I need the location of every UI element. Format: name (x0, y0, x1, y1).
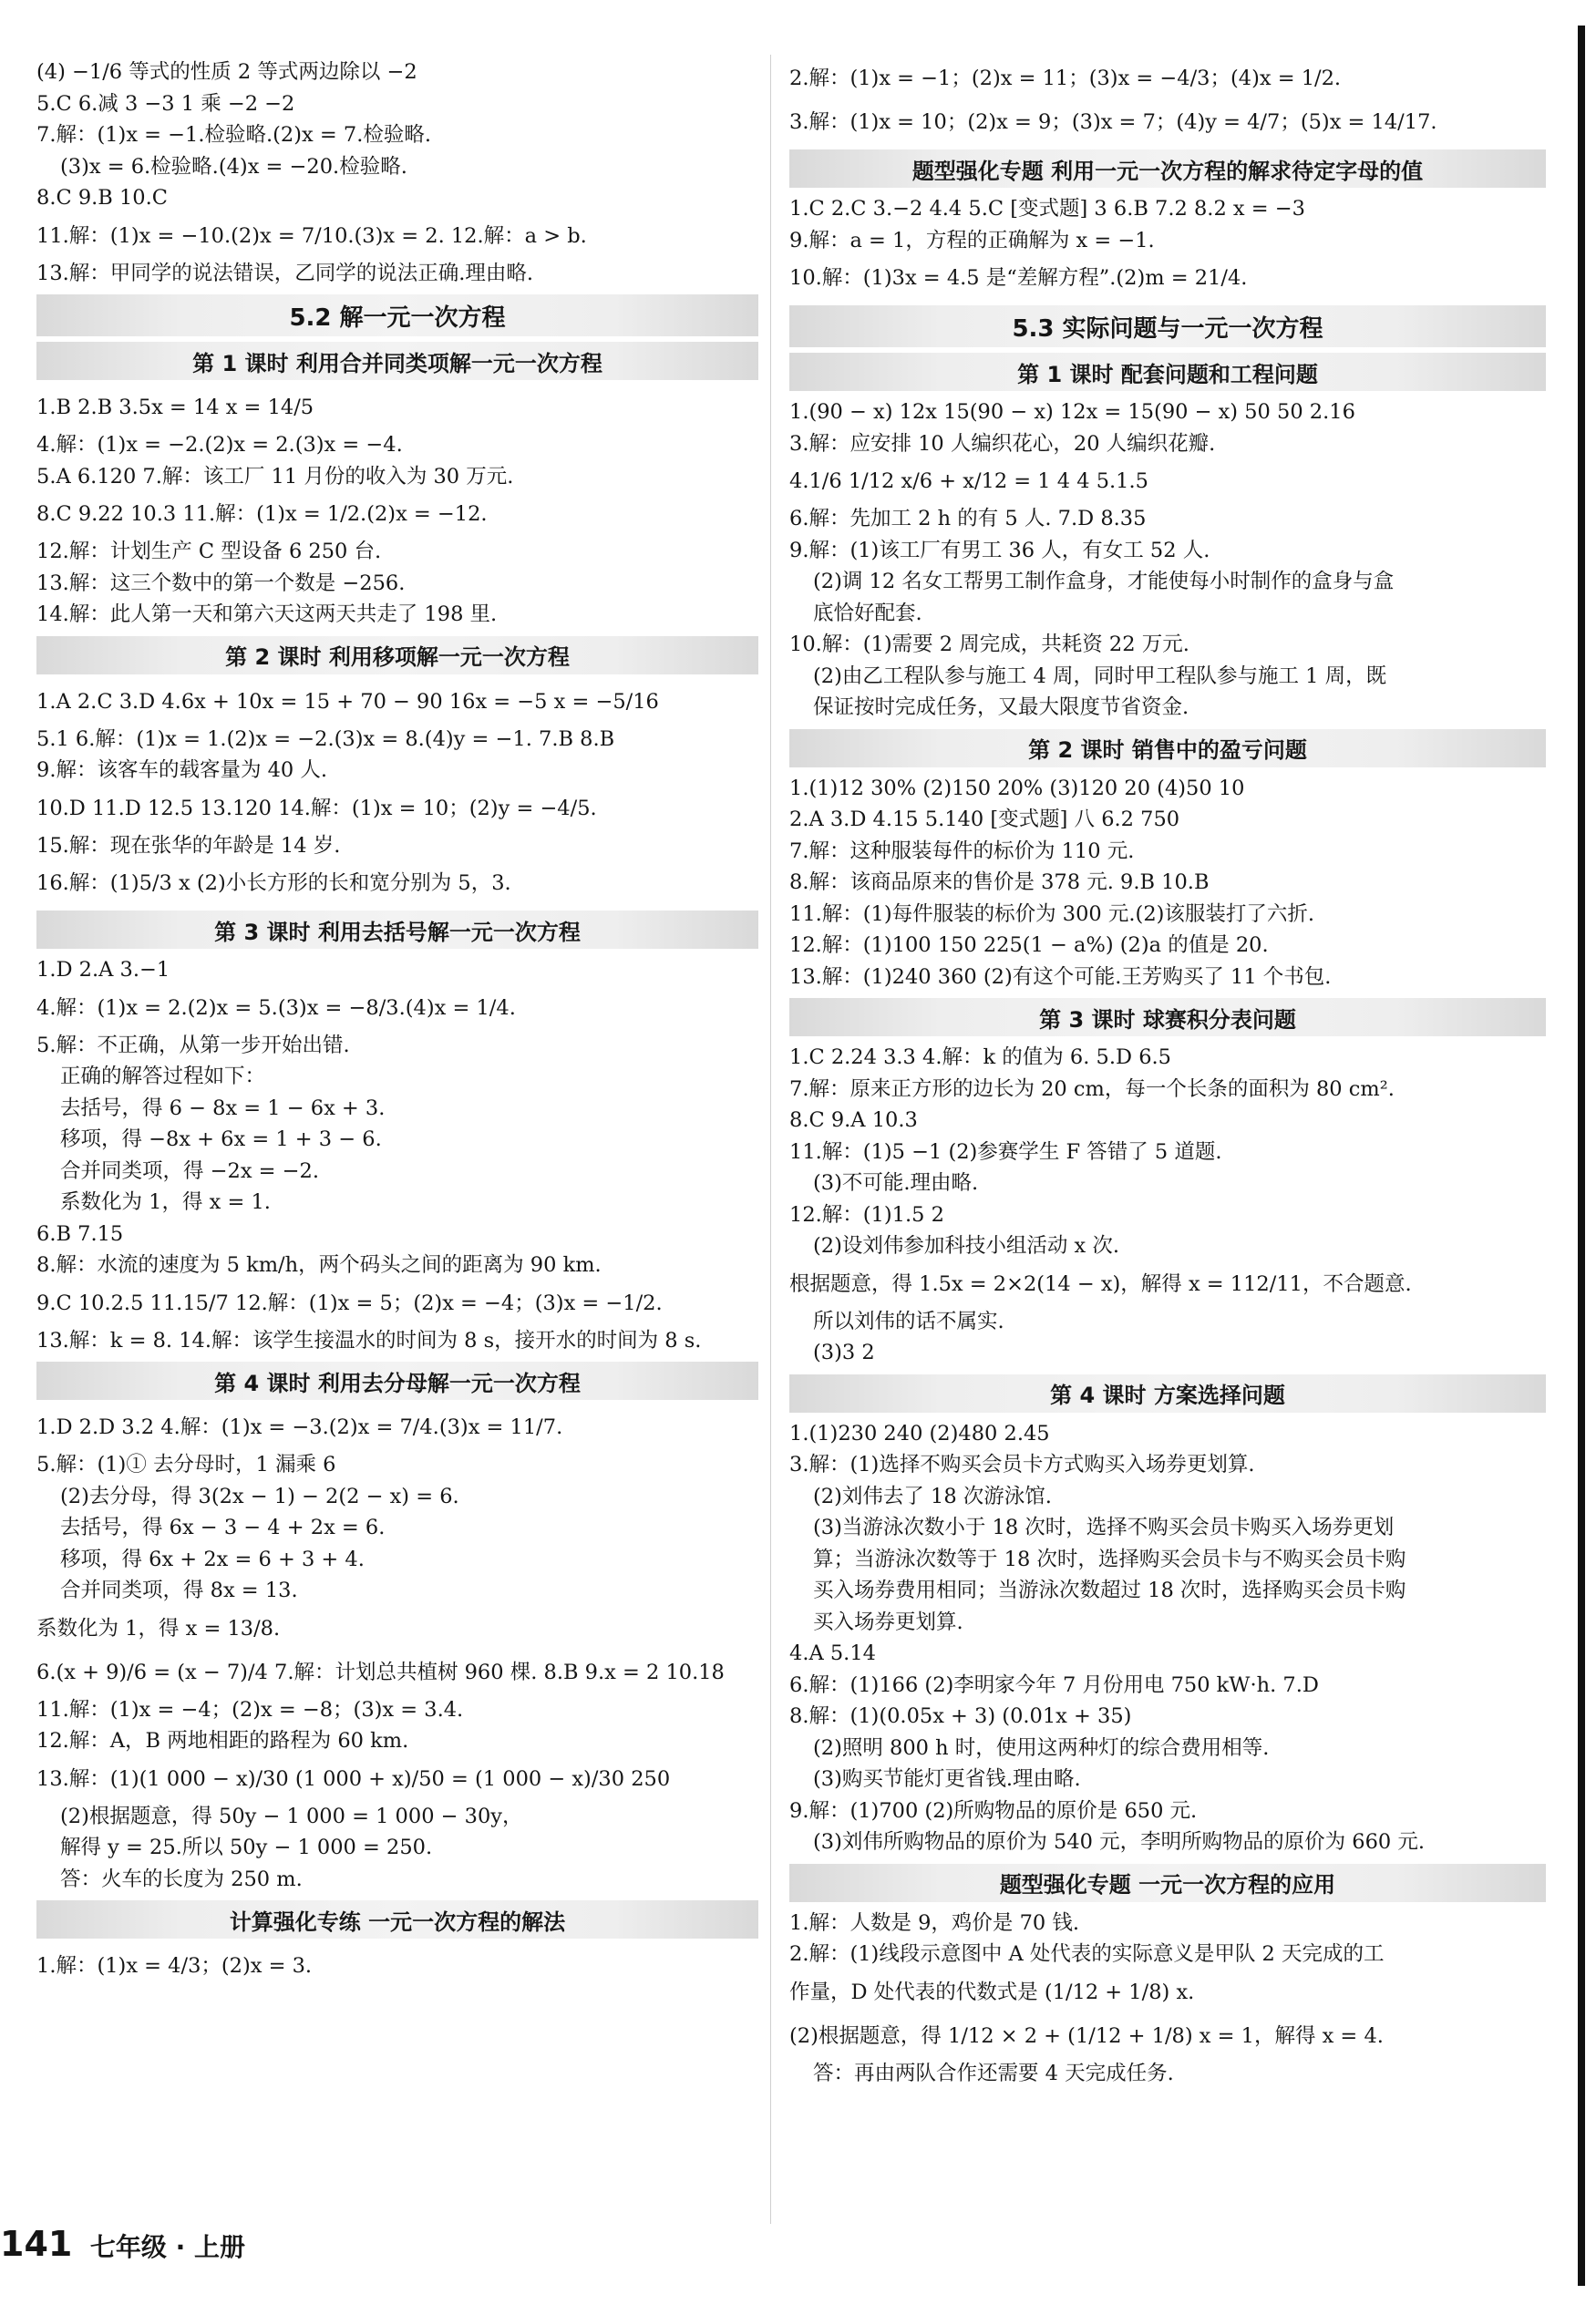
answer-line: (2)由乙工程队参与施工 4 周，同时甲工程队参与施工 1 周，既 (813, 664, 1387, 688)
answer-line: 3.解：(1)x = 10；(2)x = 9；(3)x = 7；(4)y = 4/7；(5)x = 14/17. (789, 110, 1437, 134)
answer-line: 6.B 7.15 (36, 1221, 124, 1246)
answer-line: 正确的解答过程如下： (60, 1065, 266, 1088)
answer-line: 13.解：(1)(1 000 − x)/30 (1 000 + x)/50 = (1 000 − x)/30 250 (36, 1766, 671, 1791)
answer-line: 8.C 9.A 10.3 (789, 1108, 918, 1132)
section-heading: 第 4 课时 利用去分母解一元一次方程 (36, 1362, 758, 1400)
answer-line: 答：火车的长度为 250 m. (60, 1867, 303, 1891)
section-heading: 第 3 课时 利用去括号解一元一次方程 (36, 911, 758, 949)
section-heading: 5.2 解一元一次方程 (36, 294, 758, 336)
column-divider (770, 55, 771, 2224)
answer-line: 买入场券更划算. (813, 1610, 963, 1634)
answer-line: 3.解：(1)选择不购买会员卡方式购买入场券更划算. (789, 1453, 1255, 1476)
answer-line: 系数化为 1，得 x = 13/8. (36, 1616, 281, 1641)
page-number: 141 (0, 2224, 73, 2264)
answer-line: 1.C 2.24 3.3 4.解：k 的值为 6. 5.D 6.5 (789, 1045, 1171, 1069)
answer-line: 8.C 9.22 10.3 11.解：(1)x = 1/2.(2)x = −12. (36, 502, 488, 526)
answer-line: 9.解：该客车的载客量为 40 人. (36, 758, 328, 782)
answer-line: 1.解：人数是 9，鸡价是 70 钱. (789, 1910, 1080, 1935)
section-heading: 第 1 课时 配套问题和工程问题 (789, 353, 1546, 391)
answer-line: 根据题意，得 1.5x = 2×2(14 − x)，解得 x = 112/11，不合题意. (789, 1271, 1412, 1296)
answer-line: 8.解：(1)(0.05x + 3) (0.01x + 35) (789, 1704, 1132, 1728)
answer-line: 5.1 6.解：(1)x = 1.(2)x = −2.(3)x = 8.(4)y = −1. 7.B 8.B (36, 726, 615, 751)
answer-line: 去括号，得 6 − 8x = 1 − 6x + 3. (60, 1096, 386, 1120)
answer-line: 5.解：(1)① 去分母时，1 漏乘 6 (36, 1453, 336, 1476)
answer-line: 10.解：(1)需要 2 周完成，共耗资 22 万元. (789, 633, 1189, 656)
section-heading: 题型强化专题 一元一次方程的应用 (789, 1864, 1546, 1902)
answer-line: 13.解：k = 8. 14.解：该学生接温水的时间为 8 s，接开水的时间为 8 s. (36, 1328, 702, 1353)
page-footer (0, 2224, 245, 2264)
answer-line: (2)设刘伟参加科技小组活动 x 次. (813, 1234, 1120, 1258)
answer-line: 所以刘伟的话不属实. (813, 1309, 1004, 1333)
answer-line: 10.D 11.D 12.5 13.120 14.解：(1)x = 10；(2)y = −4/5. (36, 796, 597, 820)
answer-line: 12.解：计划生产 C 型设备 6 250 台. (36, 540, 382, 563)
answer-line: 14.解：此人第一天和第六天这两天共走了 198 里. (36, 602, 498, 626)
answer-line: 9.C 10.2.5 11.15/7 12.解：(1)x = 5；(2)x = −4；(3)x = −1/2. (36, 1291, 663, 1315)
answer-line: 移项，得 6x + 2x = 6 + 3 + 4. (60, 1547, 365, 1571)
answer-line: 2.A 3.D 4.15 5.140 [变式题] 八 6.2 750 (789, 808, 1180, 831)
answer-line: 底恰好配套. (813, 601, 922, 625)
answer-line: 1.(90 − x) 12x 15(90 − x) 12x = 15(90 − x) 50 50 2.16 (789, 400, 1355, 424)
answer-line: (2)刘伟去了 18 次游泳馆. (813, 1484, 1052, 1508)
answer-line: 7.解：这种服装每件的标价为 110 元. (789, 839, 1135, 863)
answer-line: (4) −1/6 等式的性质 2 等式两边除以 −2 (36, 60, 417, 84)
answer-line: 1.C 2.C 3.−2 4.4 5.C [变式题] 3 6.B 7.2 8.2 x = −3 (789, 197, 1305, 221)
grade-label: 七年级 · 上册 (89, 2232, 246, 2262)
answer-line: (2)根据题意，得 50y − 1 000 = 1 000 − 30y， (60, 1804, 523, 1828)
answer-line: 算；当游泳次数等于 18 次时，选择购买会员卡与不购买会员卡购 (813, 1547, 1406, 1571)
answer-line: 1.D 2.D 3.2 4.解：(1)x = −3.(2)x = 7/4.(3)x = 11/7. (36, 1415, 563, 1439)
answer-line: 12.解：(1)1.5 2 (789, 1202, 944, 1227)
answer-line: 答：再由两队合作还需要 4 天完成任务. (813, 2061, 1174, 2085)
answer-line: 4.1/6 1/12 x/6 + x/12 = 1 4 4 5.1.5 (789, 469, 1148, 493)
answer-line: 11.解：(1)x = −4；(2)x = −8；(3)x = 3.4. (36, 1697, 464, 1722)
section-heading: 第 1 课时 利用合并同类项解一元一次方程 (36, 342, 758, 380)
answer-line: (2)根据题意，得 1/12 × 2 + (1/12 + 1/8) x = 1，解得 x = 4. (789, 2023, 1384, 2048)
answer-line: 8.C 9.B 10.C (36, 186, 168, 210)
answer-line: (3)不可能.理由略. (813, 1171, 979, 1195)
answer-line: 4.解：(1)x = −2.(2)x = 2.(3)x = −4. (36, 433, 403, 457)
page-edge-bar (1578, 26, 1585, 2286)
answer-line: 9.解：a = 1，方程的正确解为 x = −1. (789, 228, 1155, 252)
section-heading: 题型强化专题 利用一元一次方程的解求待定字母的值 (789, 149, 1546, 188)
section-heading: 计算强化专练 一元一次方程的解法 (36, 1900, 758, 1939)
answer-line: 10.解：(1)3x = 4.5 是“差解方程”.(2)m = 21/4. (789, 266, 1248, 290)
answer-line: 2.解：(1)x = −1；(2)x = 11；(3)x = −4/3；(4)x = 1/2. (789, 67, 1342, 90)
answer-line: 合并同类项，得 −2x = −2. (60, 1158, 319, 1183)
answer-line: 8.解：该商品原来的售价是 378 元. 9.B 10.B (789, 870, 1210, 894)
section-heading: 第 2 课时 销售中的盈亏问题 (789, 729, 1546, 767)
answer-line: (3)当游泳次数小于 18 次时，选择不购买会员卡购买入场券更划 (813, 1516, 1395, 1539)
answer-line: 13.解：(1)240 360 (2)有这个可能.王芳购买了 11 个书包. (789, 964, 1332, 989)
answer-line: 4.解：(1)x = 2.(2)x = 5.(3)x = −8/3.(4)x = 1/4. (36, 995, 516, 1020)
section-heading: 第 4 课时 方案选择问题 (789, 1374, 1546, 1413)
section-heading: 5.3 实际问题与一元一次方程 (789, 305, 1546, 347)
section-heading: 第 3 课时 球赛积分表问题 (789, 998, 1546, 1036)
answer-line: 买入场券费用相同；当游泳次数超过 18 次时，选择购买会员卡购 (813, 1579, 1406, 1602)
answer-line: 9.解：(1)700 (2)所购物品的原价是 650 元. (789, 1798, 1198, 1823)
answer-line: 13.解：甲同学的说法错误，乙同学的说法正确.理由略. (36, 261, 534, 285)
answer-line: (2)照明 800 h 时，使用这两种灯的综合费用相等. (813, 1735, 1270, 1760)
answer-line: 7.解：原来正方形的边长为 20 cm，每一个长条的面积为 80 cm². (789, 1076, 1395, 1101)
answer-line: 12.解：(1)100 150 225(1 − a%) (2)a 的值是 20. (789, 933, 1269, 957)
answer-line: 合并同类项，得 8x = 13. (60, 1579, 298, 1602)
answer-line: 1.(1)230 240 (2)480 2.45 (789, 1421, 1050, 1446)
answer-line: 作量，D 处代表的代数式是 (1/12 + 1/8) x. (789, 1980, 1195, 2004)
answer-line: 5.C 6.减 3 −3 1 乘 −2 −2 (36, 91, 295, 116)
answer-line: 保证按时完成任务，又最大限度节省资金. (813, 695, 1189, 719)
answer-line: 去括号，得 6x − 3 − 4 + 2x = 6. (60, 1516, 386, 1539)
answer-line: 7.解：(1)x = −1.检验略.(2)x = 7.检验略. (36, 123, 431, 147)
answer-line: (3)购买节能灯更省钱.理由略. (813, 1767, 1081, 1791)
answer-line: (3)3 2 (813, 1341, 875, 1364)
answer-line: 6.解：先加工 2 h 的有 5 人. 7.D 8.35 (789, 507, 1147, 530)
answer-line: 5.A 6.120 7.解：该工厂 11 月份的收入为 30 万元. (36, 464, 514, 489)
answer-line: 4.A 5.14 (789, 1641, 876, 1665)
answer-line: 2.解：(1)线段示意图中 A 处代表的实际意义是甲队 2 天完成的工 (789, 1942, 1385, 1966)
answer-line: 1.(1)12 30% (2)150 20% (3)120 20 (4)50 10 (789, 776, 1245, 800)
answer-line: 11.解：(1)每件服装的标价为 300 元.(2)该服装打了六折. (789, 901, 1315, 926)
answer-line: 16.解：(1)5/3 x (2)小长方形的长和宽分别为 5，3. (36, 871, 511, 895)
right-column (789, 57, 1546, 2089)
answer-line: (2)去分母，得 3(2x − 1) − 2(2 − x) = 6. (60, 1484, 459, 1508)
answer-line: 11.解：(1)5 −1 (2)参赛学生 F 答错了 5 道题. (789, 1139, 1222, 1164)
answer-line: 系数化为 1，得 x = 1. (60, 1190, 271, 1214)
answer-line: 11.解：(1)x = −10.(2)x = 7/10.(3)x = 2. 12.解：a > b. (36, 223, 587, 248)
answer-line: 1.D 2.A 3.−1 (36, 958, 170, 982)
answer-line: 1.解：(1)x = 4/3；(2)x = 3. (36, 1954, 313, 1978)
section-heading: 第 2 课时 利用移项解一元一次方程 (36, 636, 758, 674)
answer-line: 13.解：这三个数中的第一个数是 −256. (36, 571, 406, 595)
answer-line: 9.解：(1)该工厂有男工 36 人，有女工 52 人. (789, 538, 1210, 562)
answer-line: 5.解：不正确，从第一步开始出错. (36, 1033, 350, 1057)
answer-line: 3.解：应安排 10 人编织花心，20 人编织花瓣. (789, 431, 1216, 456)
answer-line: 6.解：(1)166 (2)李明家今年 7 月份用电 750 kW·h. 7.D (789, 1672, 1319, 1697)
answer-line: 移项，得 −8x + 6x = 1 + 3 − 6. (60, 1127, 382, 1151)
answer-line: 12.解：A，B 两地相距的路程为 60 km. (36, 1729, 409, 1753)
answer-line: (2)调 12 名女工帮男工制作盒身，才能使每小时制作的盒身与盒 (813, 570, 1395, 593)
answer-line: (3)刘伟所购物品的原价为 540 元，李明所购物品的原价为 660 元. (813, 1830, 1426, 1854)
left-column (36, 57, 758, 1988)
answer-line: 8.解：水流的速度为 5 km/h，两个码头之间的距离为 90 km. (36, 1253, 602, 1277)
answer-line: 1.B 2.B 3.5x = 14 x = 14/5 (36, 396, 314, 419)
answer-line: 15.解：现在张华的年龄是 14 岁. (36, 833, 341, 858)
answer-line: 6.(x + 9)/6 = (x − 7)/4 7.解：计划总共植树 960 棵. 8.B 9.x = 2 10.18 (36, 1660, 725, 1684)
answer-line: 1.A 2.C 3.D 4.6x + 10x = 15 + 70 − 90 16x = −5 x = −5/16 (36, 689, 659, 714)
answer-line: 解得 y = 25.所以 50y − 1 000 = 250. (60, 1836, 433, 1859)
answer-line: (3)x = 6.检验略.(4)x = −20.检验略. (60, 154, 407, 179)
